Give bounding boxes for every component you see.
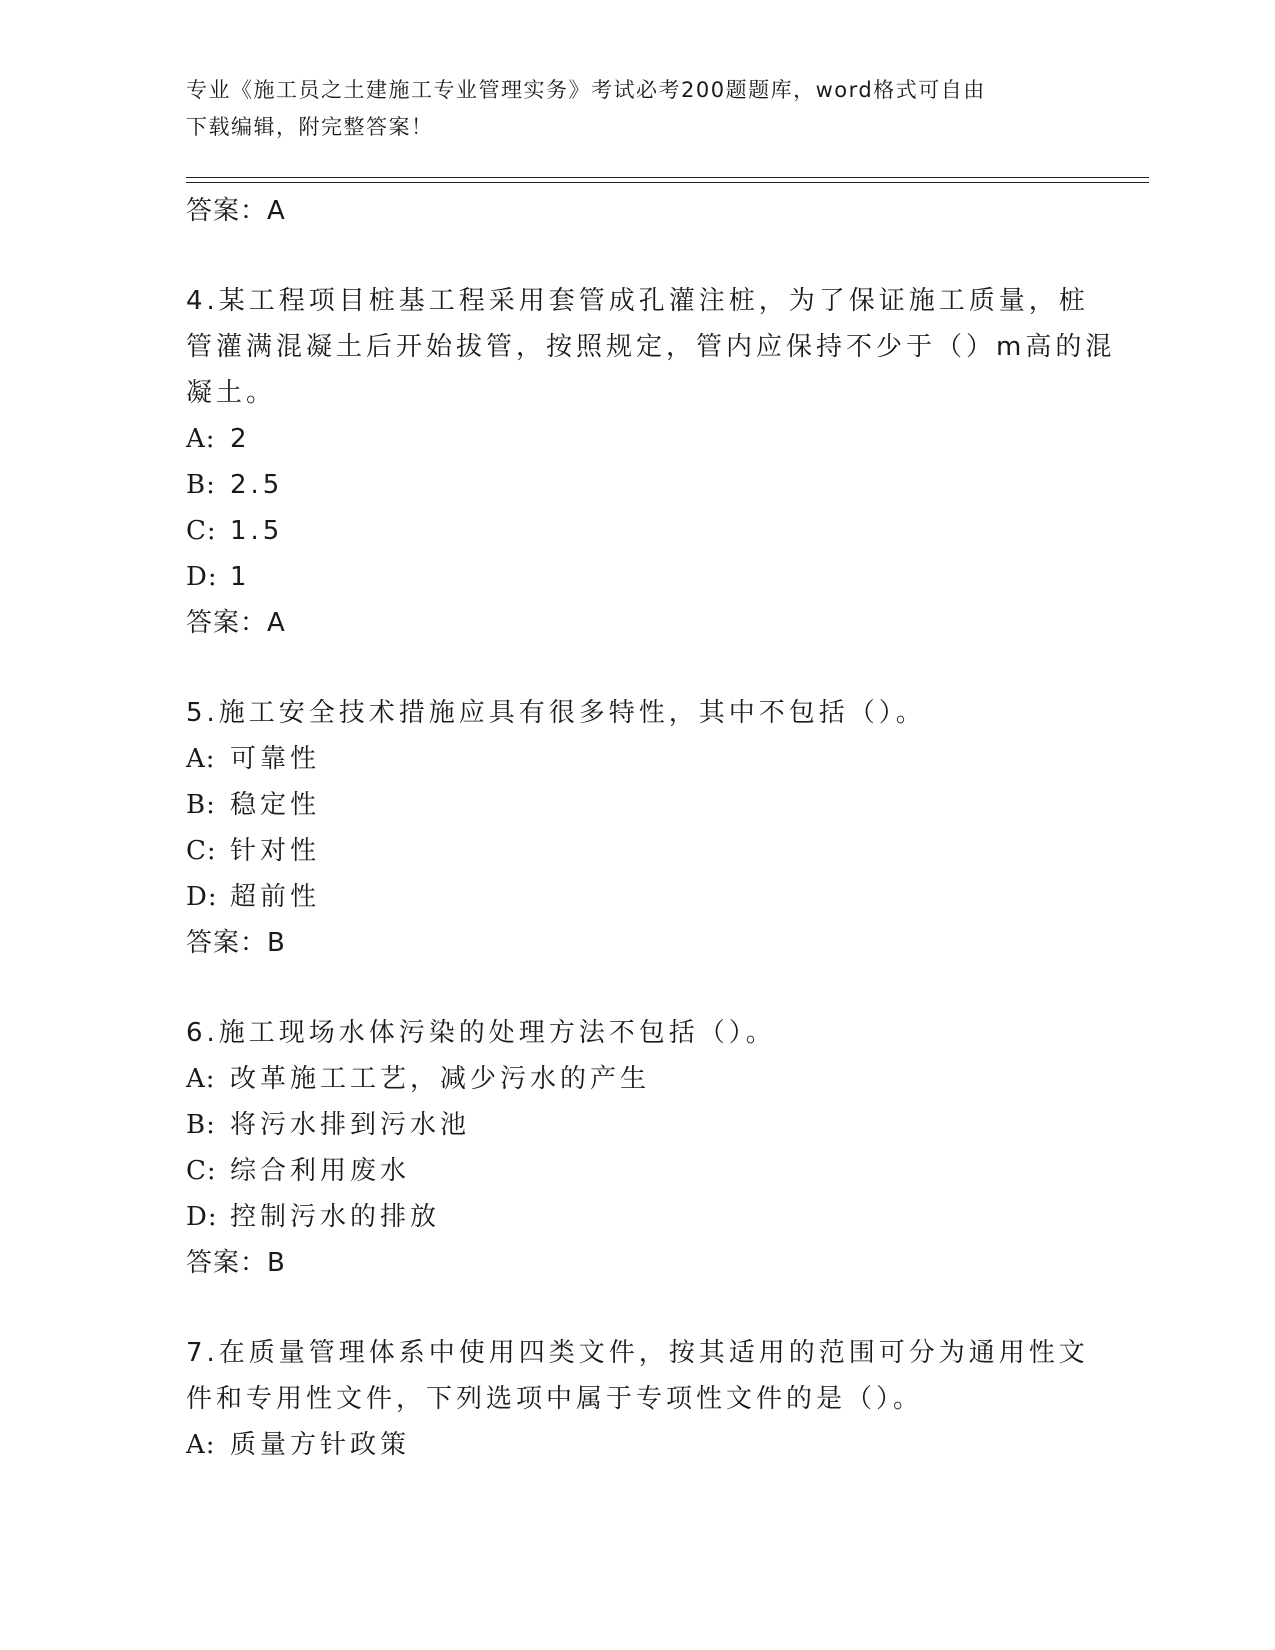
question-line: 5.施工安全技术措施应具有很多特性，其中不包括（）。 — [186, 698, 926, 728]
option-text: 2 — [230, 424, 251, 454]
option-label: A: — [186, 1064, 216, 1094]
spacer — [186, 1286, 1086, 1330]
option-b — [186, 782, 1086, 828]
option-label: C: — [186, 1156, 217, 1186]
option-label: A: — [186, 1430, 216, 1460]
option-text: 质量方针政策 — [230, 1430, 411, 1460]
answer-label: 答案： — [186, 928, 268, 958]
answer-6 — [186, 1240, 1086, 1286]
option-label: B: — [186, 790, 216, 820]
question-6 — [186, 1010, 1086, 1286]
option-text: 可靠性 — [230, 744, 321, 774]
option-d — [186, 1194, 1086, 1240]
answer-prev — [186, 188, 1086, 234]
option-a — [186, 1056, 1086, 1102]
option-a — [186, 1422, 1086, 1468]
question-5 — [186, 690, 1086, 966]
option-text: 将污水排到污水池 — [230, 1110, 471, 1140]
option-c — [186, 508, 1086, 554]
document-header — [186, 72, 1066, 146]
answer-value: B — [267, 1248, 286, 1278]
option-text: 稳定性 — [230, 790, 321, 820]
question-line: 6.施工现场水体污染的处理方法不包括（）。 — [186, 1018, 776, 1048]
question-line: 4.某工程项目桩基工程采用套管成孔灌注桩，为了保证施工质量，桩 — [186, 286, 1089, 316]
question-7 — [186, 1330, 1089, 1468]
option-label: A: — [186, 744, 216, 774]
option-text: 超前性 — [230, 882, 321, 912]
question-4-text — [186, 278, 1116, 416]
answer-value: A — [267, 608, 286, 638]
option-text: 控制污水的排放 — [230, 1202, 441, 1232]
header-divider-top — [186, 177, 1149, 178]
spacer — [186, 646, 1086, 690]
header-line-2: 下载编辑，附完整答案！ — [186, 115, 434, 139]
option-label: C: — [186, 836, 217, 866]
spacer — [186, 966, 1086, 1010]
question-line: 凝土。 — [186, 378, 277, 408]
spacer — [186, 234, 1086, 278]
question-list — [186, 188, 1116, 1468]
option-label: B: — [186, 1110, 216, 1140]
option-a — [186, 416, 1086, 462]
option-label: D: — [186, 562, 218, 592]
option-d — [186, 874, 1086, 920]
answer-label: 答案： — [186, 608, 268, 638]
answer-5 — [186, 920, 1086, 966]
option-a — [186, 736, 1086, 782]
answer-4 — [186, 600, 1086, 646]
answer-value: B — [267, 928, 286, 958]
option-b — [186, 1102, 1086, 1148]
option-text: 综合利用废水 — [230, 1156, 411, 1186]
answer-label: 答案： — [186, 1248, 268, 1278]
option-label: D: — [186, 1202, 218, 1232]
option-text: 1.5 — [230, 516, 284, 546]
question-line: 7.在质量管理体系中使用四类文件，按其适用的范围可分为通用性文 — [186, 1338, 1089, 1368]
question-5-text — [186, 690, 1086, 736]
option-label: B: — [186, 470, 216, 500]
answer-value: A — [267, 196, 286, 226]
question-line: 管灌满混凝土后开始拔管，按照规定，管内应保持不少于（）m高的混 — [186, 332, 1116, 362]
option-text: 改革施工工艺，减少污水的产生 — [230, 1064, 651, 1094]
question-line: 件和专用性文件，下列选项中属于专项性文件的是（）。 — [186, 1384, 924, 1414]
question-7-text — [186, 1330, 1089, 1422]
option-label: C: — [186, 516, 217, 546]
question-6-text — [186, 1010, 1086, 1056]
option-c — [186, 1148, 1086, 1194]
option-d — [186, 554, 1086, 600]
answer-label: 答案： — [186, 196, 268, 226]
header-line-1: 专业《施工员之土建施工专业管理实务》考试必考200题题库，word格式可自由 — [186, 78, 986, 102]
option-b — [186, 462, 1086, 508]
option-c — [186, 828, 1086, 874]
option-text: 1 — [230, 562, 251, 592]
option-text: 针对性 — [230, 836, 321, 866]
header-divider-bottom — [186, 182, 1149, 183]
option-label: A: — [186, 424, 216, 454]
question-4 — [186, 278, 1116, 646]
option-text: 2.5 — [230, 470, 284, 500]
option-label: D: — [186, 882, 218, 912]
